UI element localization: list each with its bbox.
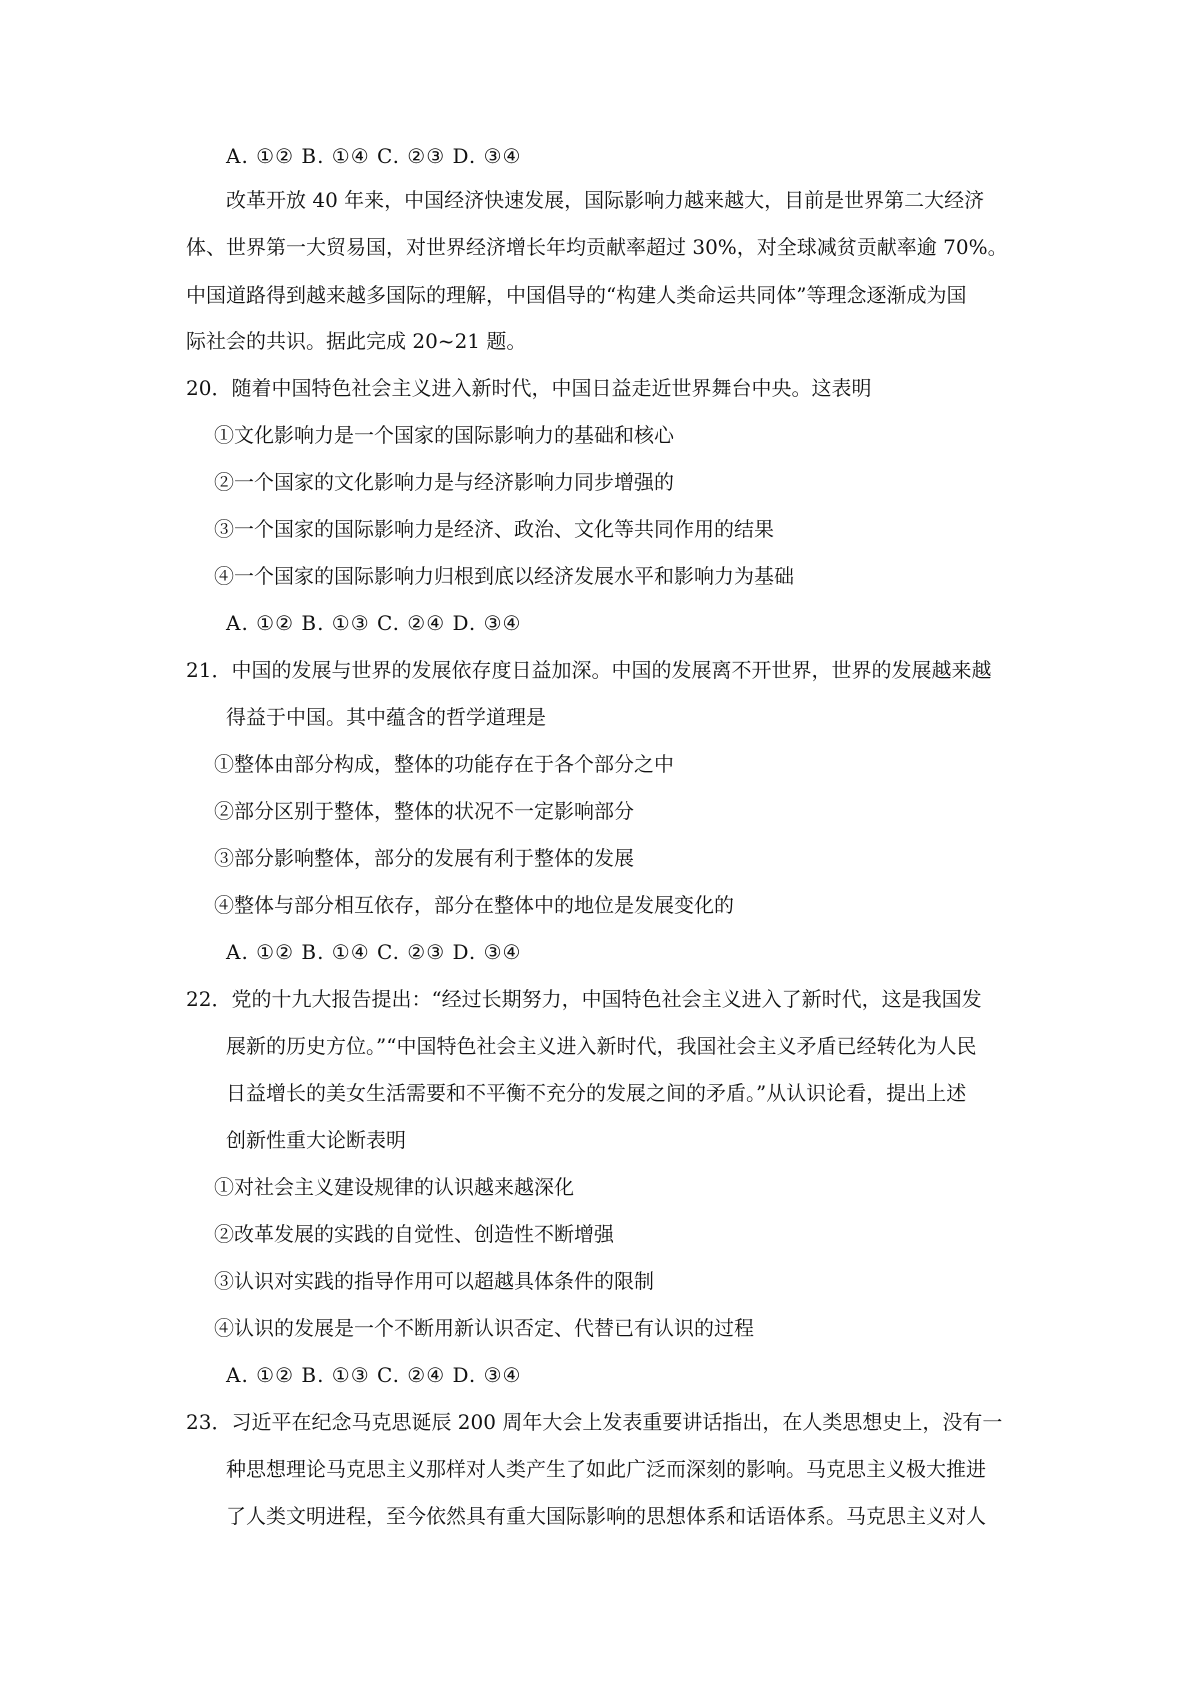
question-21-item: ④整体与部分相互依存，部分在整体中的地位是发展变化的: [214, 893, 734, 917]
question-20-item: ③一个国家的国际影响力是经济、政治、文化等共同作用的结果: [214, 517, 774, 541]
question-20-options: A. ①② B. ①③ C. ②④ D. ③④: [226, 611, 522, 635]
question-23-stem: 了人类文明进程，至今依然具有重大国际影响的思想体系和话语体系。马克思主义对人: [226, 1504, 986, 1528]
question-21-item: ③部分影响整体，部分的发展有利于整体的发展: [214, 846, 634, 870]
question-22-stem: 创新性重大论断表明: [226, 1128, 406, 1152]
question-22-stem: 展新的历史方位。”“中国特色社会主义进入新时代，我国社会主义矛盾已经转化为人民: [226, 1034, 977, 1058]
question-23-stem: 23．习近平在纪念马克思诞辰 200 周年大会上发表重要讲话指出，在人类思想史上，没有一: [186, 1410, 1003, 1434]
question-21-item: ②部分区别于整体，整体的状况不一定影响部分: [214, 799, 634, 823]
question-21-stem: 得益于中国。其中蕴含的哲学道理是: [226, 705, 546, 729]
question-20-item: ①文化影响力是一个国家的国际影响力的基础和核心: [214, 423, 674, 447]
question-22-stem: 22．党的十九大报告提出：“经过长期努力，中国特色社会主义进入了新时代，这是我国发: [186, 987, 982, 1011]
passage-line: 改革开放 40 年来，中国经济快速发展，国际影响力越来越大，目前是世界第二大经济: [226, 188, 985, 212]
question-22-item: ②改革发展的实践的自觉性、创造性不断增强: [214, 1222, 614, 1246]
question-20-item: ②一个国家的文化影响力是与经济影响力同步增强的: [214, 470, 674, 494]
passage-line: 体、世界第一大贸易国，对世界经济增长年均贡献率超过 30%，对全球减贫贡献率逾 70%。: [186, 235, 1008, 259]
question-22-item: ③认识对实践的指导作用可以超越具体条件的限制: [214, 1269, 654, 1293]
question-22-stem: 日益增长的美女生活需要和不平衡不充分的发展之间的矛盾。”从认识论看，提出上述: [226, 1081, 967, 1105]
passage-line: 中国道路得到越来越多国际的理解，中国倡导的“构建人类命运共同体”等理念逐渐成为国: [186, 283, 967, 307]
intro-options: A. ①② B. ①④ C. ②③ D. ③④: [226, 144, 522, 168]
question-22-item: ①对社会主义建设规律的认识越来越深化: [214, 1175, 574, 1199]
question-21-stem: 21．中国的发展与世界的发展依存度日益加深。中国的发展离不开世界，世界的发展越来越: [186, 658, 992, 682]
question-22-item: ④认识的发展是一个不断用新认识否定、代替已有认识的过程: [214, 1316, 754, 1340]
question-20-stem: 20．随着中国特色社会主义进入新时代，中国日益走近世界舞台中央。这表明: [186, 376, 872, 400]
passage-line: 际社会的共识。据此完成 20~21 题。: [186, 329, 527, 353]
question-21-item: ①整体由部分构成，整体的功能存在于各个部分之中: [214, 752, 674, 776]
question-21-options: A. ①② B. ①④ C. ②③ D. ③④: [226, 940, 522, 964]
question-22-options: A. ①② B. ①③ C. ②④ D. ③④: [226, 1363, 522, 1387]
question-23-stem: 种思想理论马克思主义那样对人类产生了如此广泛而深刻的影响。马克思主义极大推进: [226, 1457, 986, 1481]
question-20-item: ④一个国家的国际影响力归根到底以经济发展水平和影响力为基础: [214, 564, 794, 588]
